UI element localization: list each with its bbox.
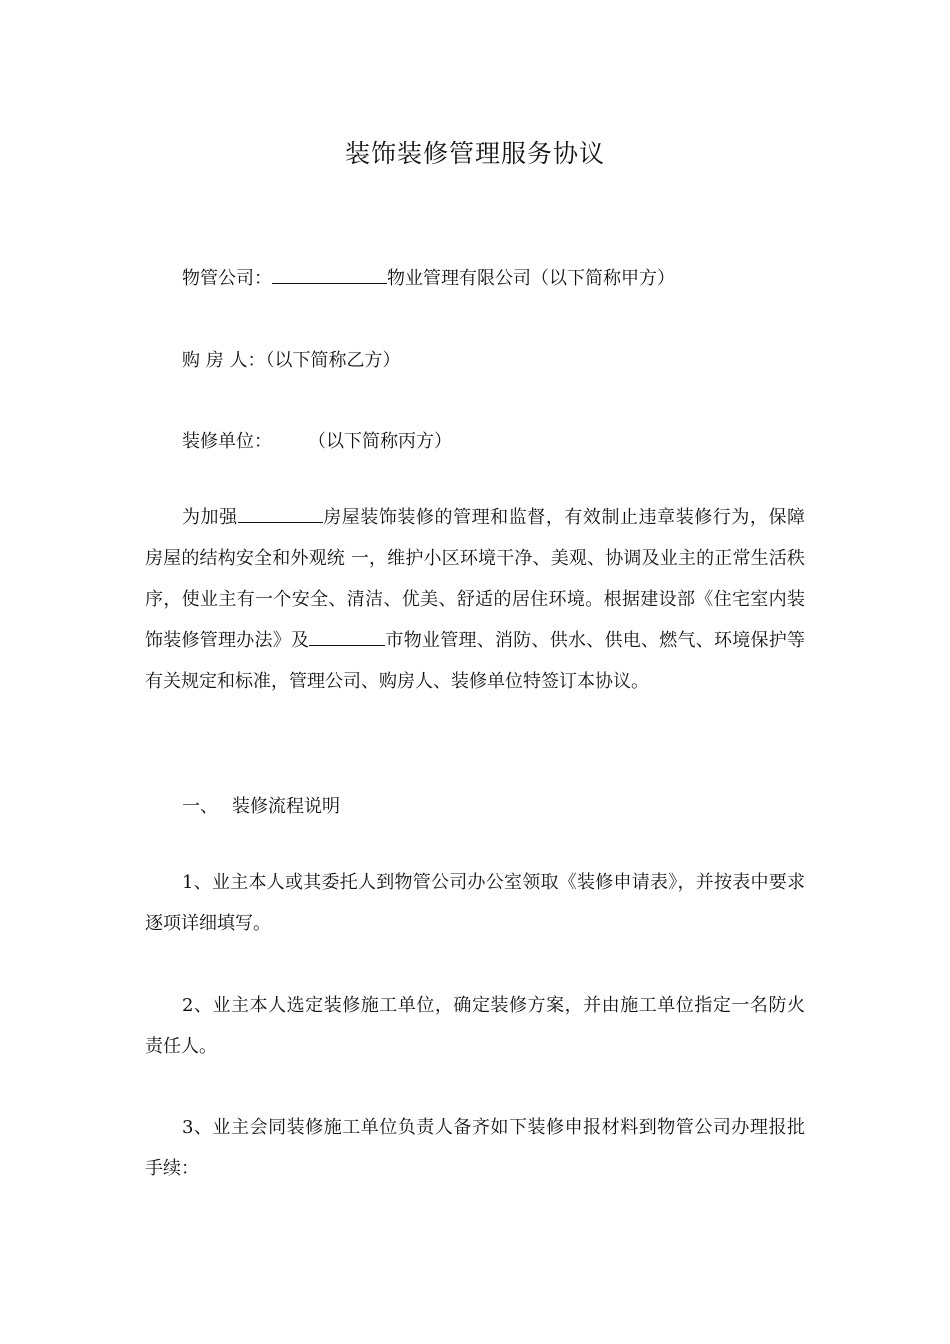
party-a-line: [182, 264, 675, 290]
intro-blank-1: [238, 504, 323, 523]
section-title: 装修流程说明: [232, 796, 340, 817]
party-c-suffix: （以下简称丙方）: [308, 431, 452, 452]
party-b-suffix: （以下简称乙方）: [265, 350, 401, 371]
intro-blank-2: [309, 627, 385, 646]
list-item: 3、业主会同装修施工单位负责人备齐如下装修申报材料到物管公司办理报批手续：: [145, 1117, 805, 1179]
party-a-label: 物管公司：: [182, 268, 272, 289]
document-title: 装饰装修管理服务协议: [344, 139, 605, 168]
list-item: 1、业主本人或其委托人到物管公司办公室领取《装修申请表》，并按表中要求逐项详细填写。: [145, 872, 805, 934]
intro-paragraph: [145, 497, 805, 702]
intro-part3: 市物业管理、消防、供水、供电、燃气、环境保护等有关规定和标准，管理公司、购房人、装修单位特签订本协议。: [145, 630, 805, 692]
party-a-blank: [272, 265, 387, 284]
party-b-line: [182, 346, 400, 372]
section-heading: [182, 792, 340, 818]
intro-part2: 房屋装饰装修的管理和监督，有效制止违章装修行为，保障房屋的结构安全和外观统 一，维护小区环境干净、美观、协调及业主的正常生活秩序，使业主有一个安全、清洁、优美、舒适的居住环境。根据建设部《住宅室内装饰装修管理办法》及: [145, 507, 805, 651]
party-b-label: 购 房 人：: [182, 350, 266, 371]
list-item: 2、业主本人选定装修施工单位，确定装修方案，并由施工单位指定一名防火责任人。: [145, 995, 805, 1057]
section-number: 一、: [182, 796, 218, 817]
party-c-label: 装修单位：: [182, 431, 272, 452]
party-a-suffix: 物业管理有限公司（以下简称甲方）: [387, 268, 675, 289]
party-c-line: [182, 427, 452, 453]
intro-part1: 为加强: [182, 507, 238, 528]
